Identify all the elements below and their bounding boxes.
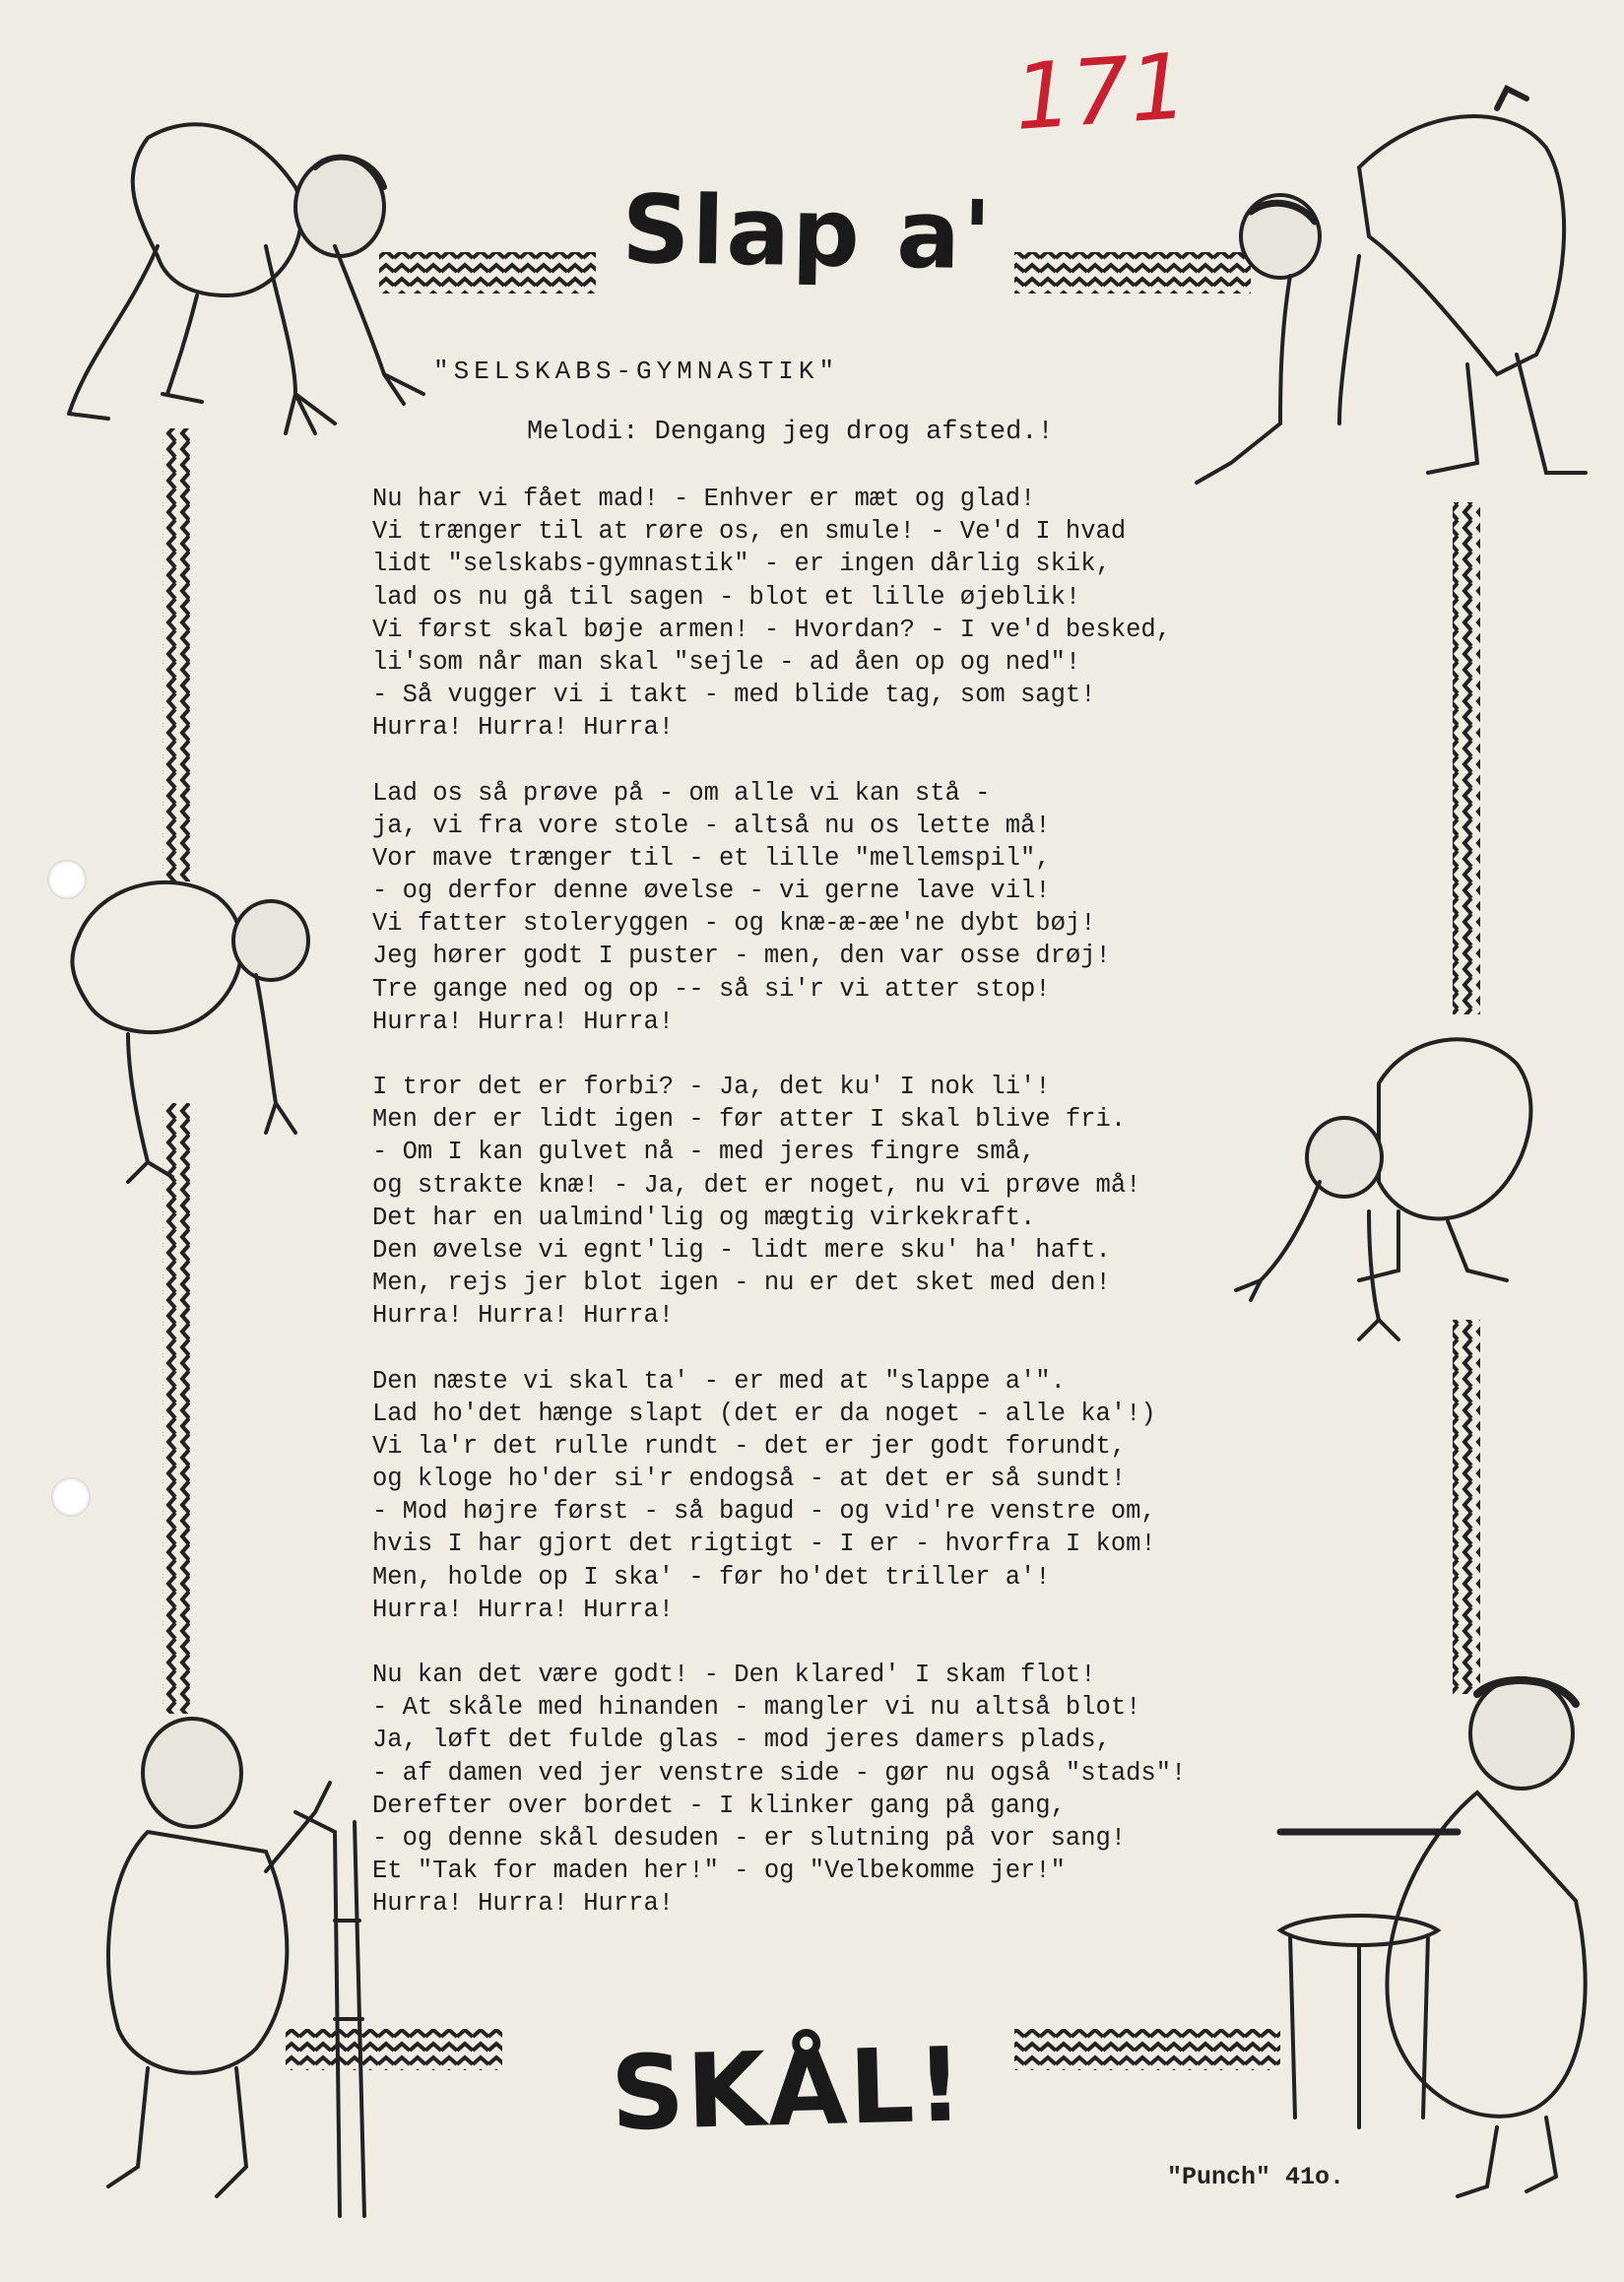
song-title: Slap a' [620,173,995,292]
lyric-line: - Mod højre først - så bagud - og vid're venstre om, [372,1497,1156,1527]
lyric-line: lad os nu gå til sagen - blot et lille øjeblik! [372,582,1081,612]
bending-man-illustration [1197,89,1586,483]
lyric-line: - At skåle med hinanden - mangler vi nu altså blot! [372,1693,1141,1723]
bottom-right-wavy-rule [1014,2029,1280,2070]
lyric-line: - Om I kan gulvet nå - med jeres fingre små, [372,1138,1036,1167]
lyric-line: Tre gange ned og op -- så si'r vi atter stop! [372,974,1051,1004]
punch-hole-lower [51,1477,91,1517]
handwritten-number: 171 [1010,33,1192,151]
lyric-line: Hurra! Hurra! Hurra! [372,713,675,743]
seated-man-with-chair-illustration [108,1719,364,2216]
lyric-line: Den næste vi skal ta' - er med at "slappe a'". [372,1366,1066,1396]
lyric-line: Vi fatter stoleryggen - og knæ-æ-æe'ne dybt bøj! [372,909,1096,939]
lyric-line: Hurra! Hurra! Hurra! [372,1301,675,1331]
lyrics-block [372,483,1318,1953]
lyric-line: Lad os så prøve på - om alle vi kan stå - [372,778,991,808]
verse-4 [372,1365,1318,1627]
lyric-line: Vi la'r det rulle rundt - det er jer godt forundt, [372,1431,1127,1461]
lyric-line: Det har en ualmind'lig og mægtig virkekraft. [372,1203,1036,1232]
lyric-line: Men der er lidt igen - før atter I skal blive fri. [372,1105,1127,1135]
lyric-line: li'som når man skal "sejle - ad åen op og ned"! [372,647,1081,677]
lyric-line: Vor mave trænger til - et lille "mellemspil", [372,843,1051,873]
toasting-woman-with-table-illustration [1280,1678,1586,2196]
right-wavy-rule [1453,502,1480,1694]
verse-3 [372,1071,1318,1333]
lyric-line: og strakte knæ! - Ja, det er noget, nu vi prøve må! [372,1170,1141,1200]
lyric-line: Vi først skal bøje armen! - Hvordan? - I ve'd besked, [372,615,1172,644]
source-credit: "Punch" 41o. [1167,2163,1345,2191]
lyric-line: Men, holde op I ska' - før ho'det triller a'! [372,1562,1051,1592]
lyric-line: Nu kan det være godt! - Den klared' I skam flot! [372,1661,1096,1689]
bending-woman-illustration [69,124,423,433]
lyric-line: Lad ho'det hænge slapt (det er da noget - alle ka'!) [372,1399,1156,1428]
toe-touching-woman-illustration [72,882,308,1182]
melody-line: Melodi: Dengang jeg drog afsted.! [527,418,1054,447]
closing-toast: SKÅL! [609,2024,967,2154]
lyric-line: lidt "selskabs-gymnastik" - er ingen dårlig skik, [372,550,1111,579]
lyric-line: Den øvelse vi egnt'lig - lidt mere sku' ha' haft. [372,1235,1111,1265]
verse-2 [372,777,1318,1039]
lyric-line: - Så vugger vi i takt - med blide tag, som sagt! [372,681,1096,710]
lyric-line: - og denne skål desuden - er slutning på vor sang! [372,1823,1127,1853]
punch-hole-upper [47,860,87,899]
lyric-line: Hurra! Hurra! Hurra! [372,1595,675,1624]
lyric-line: og kloge ho'der si'r endogså - at det er så sundt! [372,1465,1127,1494]
lyric-line: Hurra! Hurra! Hurra! [372,1889,675,1919]
lyric-line: Jeg hører godt I puster - men, den var osse drøj! [372,942,1111,971]
lyric-line: Men, rejs jer blot igen - nu er det sket med den! [372,1269,1111,1298]
lyric-line: Et "Tak for maden her!" - og "Velbekomme jer!" [372,1857,1066,1886]
lyric-line: Ja, løft det fulde glas - mod jeres damers plads, [372,1726,1111,1755]
lyric-line: Derefter over bordet - I klinker gang på gang, [372,1791,1066,1820]
verse-1 [372,483,1318,745]
bottom-left-wavy-rule [286,2029,502,2070]
lyric-line: Vi trænger til at røre os, en smule! - Ve'd I hvad [372,517,1127,547]
lyric-line: ja, vi fra vore stole - altså nu os lette må! [372,811,1051,840]
lyric-line: Nu har vi fået mad! - Enhver er mæt og glad! [372,485,1036,513]
lyric-line: I tror det er forbi? - Ja, det ku' I nok li'! [372,1073,1051,1101]
lyric-line: hvis I har gjort det rigtigt - I er - hvorfra I kom! [372,1530,1156,1559]
left-wavy-rule [162,428,190,1714]
lyric-line: Hurra! Hurra! Hurra! [372,1007,675,1036]
song-subtitle: "SELSKABS-GYMNASTIK" [433,357,840,386]
lyric-line: - af damen ved jer venstre side - gør nu også "stads"! [372,1758,1187,1788]
verse-5 [372,1659,1318,1921]
lyric-line: - og derfor denne øvelse - vi gerne lave vil! [372,877,1051,906]
